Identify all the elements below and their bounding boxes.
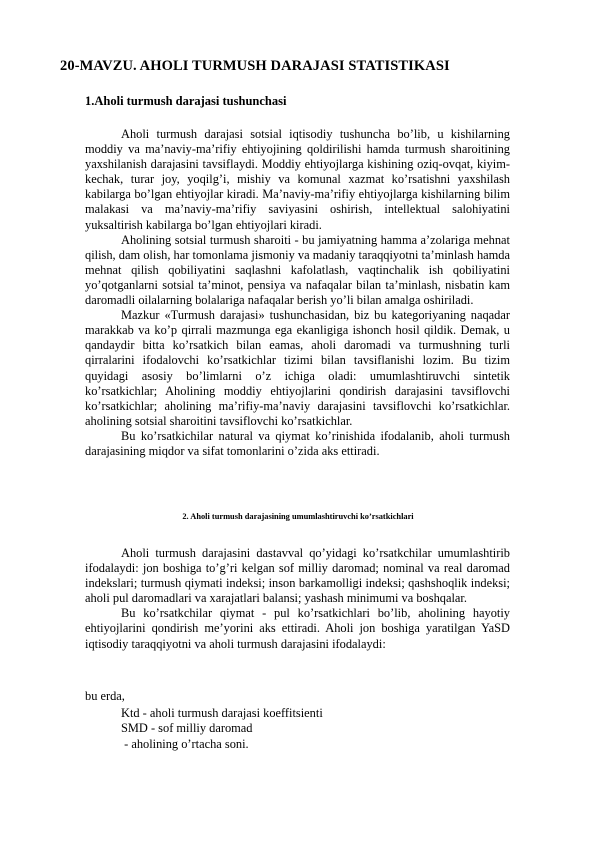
page-title: 20-MAVZU. AHOLI TURMUSH DARAJASI STATISTIKASI bbox=[60, 58, 450, 74]
section-1-body bbox=[85, 127, 510, 459]
paragraph: Mazkur «Turmush darajasi» tushunchasidan, biz bu kategoriyaning naqadar marakkab va ko’p qirrali mazmunga ega ekanligiga ishonch hosil qildik. Demak, u qandaydir bitta ko’rsatkich bilan eamas, aholi daromadi va turmushning turli qirralarini ifodalovchi ko’rsatkichlar tizimi bilan tavsiflanishi lozim. Bu tizim quyidagi asosiy bo’limlarni o’z ichiga oladi: umumlashtiruvchi sintetik ko’rsatkichlar; Aholining moddiy ehtiyojlarini qondirish darajasini tavsiflovchi ko’rsatkichlar; aholining ma’rifiy-ma’naviy darajasini tavsiflovchi ko’rsatkichlar. aholining sotsial sharoitini tavsiflovchi ko’rsatkichlar. bbox=[85, 308, 510, 428]
where-label: bu erda, bbox=[85, 689, 125, 703]
paragraph: Aholi turmush darajasi sotsial iqtisodiy tushuncha bo’lib, u kishilarning moddiy va ma’naviy-ma’rifiy ehtiyojining qoldirilishi hamda turmush sharoitining yaxshilanish darajasini tavsiflaydi. Moddiy ehtiyojlarga kishining oziq-ovqat, kiyim-kechak, turar joy, yoqilg’i, mishiy va komunal xazmat ko’rsatishni yaxshilash kabilarga bo’lgan ehtiyojlar kiradi. Ma’naviy-ma’rifiy ehtiyojlarga kishilarning bilim malakasi va ma’naviy-ma’rifiy saviyasini oshirish, intellektual salohiyatini yuksaltirish kabilarga bo’lgan ehtiyojlari kiradi. bbox=[85, 127, 510, 232]
paragraph: Bu ko’rsatkchilar qiymat - pul ko’rsatkichlari bo’lib, aholining hayotiy ehtiyojlarini qondirish me’yorini aks ettiradi. Aholi jon boshiga yaratilgan YaSD iqtisodiy taraqqiyotni va aholi turmush darajasini ifodalaydi: bbox=[85, 606, 510, 651]
paragraph: Bu ko’rsatkichilar natural va qiymat ko’rinishida ifodalanib, aholi turmush darajasining miqdor va sifat tomonlarini o’zida aks ettiradi. bbox=[85, 428, 510, 458]
section-heading-2: 2. Aholi turmush darajasining umumlashtiruvchi ko’rsatkichlari bbox=[182, 512, 414, 521]
section-heading-1: 1.Aholi turmush darajasi tushunchasi bbox=[85, 94, 287, 108]
definition-item: Ktd - aholi turmush darajasi koeffitsienti bbox=[121, 706, 323, 720]
definition-item: - aholining o’rtacha soni. bbox=[121, 736, 249, 751]
paragraph: Aholi turmush darajasini dastavval qo’yidagi ko’rsatkchilar umumlashtirib ifodalaydi: jon boshiga to’g’ri kelgan sof milliy daromad; nominal va real daromad indekslari; turmush qiymati indeksi; inson barkamolligi indeksi; qashshoqlik indeksi; aholi pul daromadlari va xarajatlari balansi; yashash minimumi va boshqalar. bbox=[85, 546, 510, 606]
definition-item: SMD - sof milliy daromad bbox=[121, 721, 253, 736]
section-2-body bbox=[85, 546, 510, 652]
definitions-list bbox=[121, 706, 323, 752]
paragraph: Aholining sotsial turmush sharoiti - bu jamiyatning hamma a’zolariga mehnat qilish, dam olish, har tomonlama jismoniy va madaniy taraqqiyotni ta’minlash hamda mehnat qilish qobiliyatini saqlashni kafolatlash, vaqtinchalik ish qobiliyatini yo’qotganlarni sotsial ta’minot, pensiya va nafaqalar bilan ta’minlash, nisbatin kam daromadli oilalarning bolalariga nafaqalar berish yo’li bilan amalga oshiriladi. bbox=[85, 232, 510, 308]
